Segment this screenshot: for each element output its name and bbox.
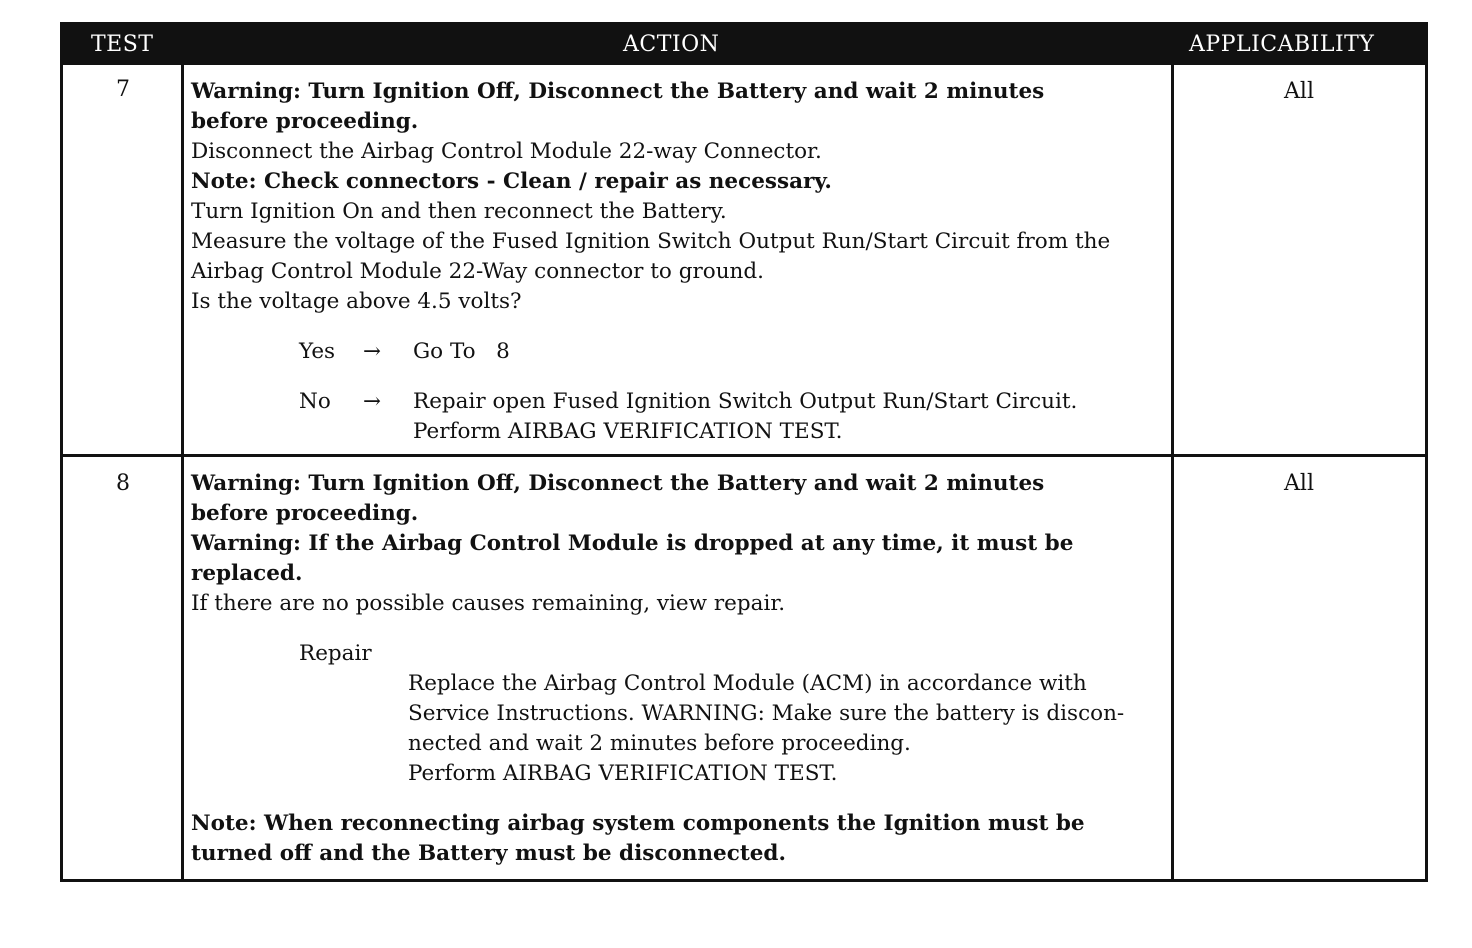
header-applicability: APPLICABILITY bbox=[1189, 32, 1375, 57]
note-text: Note: Check connectors - Clean / repair as necessary. bbox=[191, 169, 832, 194]
instruction-text: Measure the voltage of the Fused Ignition Switch Output Run/Start Circuit from the bbox=[191, 229, 1111, 254]
repair-text: Service Instructions. WARNING: Make sure the battery is discon- bbox=[408, 701, 1125, 726]
warning-text: Warning: Turn Ignition Off, Disconnect the Battery and wait 2 minutes bbox=[191, 471, 1045, 496]
yes-action: Go To 8 bbox=[413, 339, 510, 364]
applicability-value: All bbox=[1284, 79, 1314, 104]
warning-text: Warning: Turn Ignition Off, Disconnect the Battery and wait 2 minutes bbox=[191, 79, 1045, 104]
applicability-value: All bbox=[1284, 471, 1314, 496]
repair-text: Perform AIRBAG VERIFICATION TEST. bbox=[408, 761, 838, 786]
question-text: Is the voltage above 4.5 volts? bbox=[191, 289, 522, 314]
note-text: turned off and the Battery must be disconnected. bbox=[191, 841, 786, 866]
warning-text: replaced. bbox=[191, 561, 303, 586]
table-header bbox=[63, 25, 1425, 65]
arrow-icon: → bbox=[363, 389, 382, 414]
instruction-text: If there are no possible causes remaining, view repair. bbox=[191, 591, 786, 616]
arrow-icon: → bbox=[363, 339, 382, 364]
note-text: Note: When reconnecting airbag system components the Ignition must be bbox=[191, 811, 1085, 836]
repair-label: Repair bbox=[299, 641, 372, 666]
warning-text: before proceeding. bbox=[191, 109, 419, 134]
no-label: No bbox=[299, 389, 331, 414]
test-table bbox=[60, 22, 1428, 882]
yes-label: Yes bbox=[299, 339, 336, 364]
instruction-text: Airbag Control Module 22-Way connector to ground. bbox=[191, 259, 764, 284]
no-action: Repair open Fused Ignition Switch Output Run/Start Circuit. bbox=[413, 389, 1078, 414]
warning-text: before proceeding. bbox=[191, 501, 419, 526]
no-action: Perform AIRBAG VERIFICATION TEST. bbox=[413, 419, 843, 444]
repair-text: Replace the Airbag Control Module (ACM) in accordance with bbox=[408, 671, 1087, 696]
header-action: ACTION bbox=[623, 32, 720, 57]
test-number: 7 bbox=[116, 77, 130, 102]
test-number: 8 bbox=[116, 471, 130, 496]
instruction-text: Disconnect the Airbag Control Module 22-way Connector. bbox=[191, 139, 822, 164]
warning-text: Warning: If the Airbag Control Module is dropped at any time, it must be bbox=[191, 531, 1074, 556]
row-divider bbox=[63, 454, 1425, 457]
repair-text: nected and wait 2 minutes before proceeding. bbox=[408, 731, 911, 756]
header-test: TEST bbox=[91, 32, 154, 57]
instruction-text: Turn Ignition On and then reconnect the Battery. bbox=[191, 199, 727, 224]
